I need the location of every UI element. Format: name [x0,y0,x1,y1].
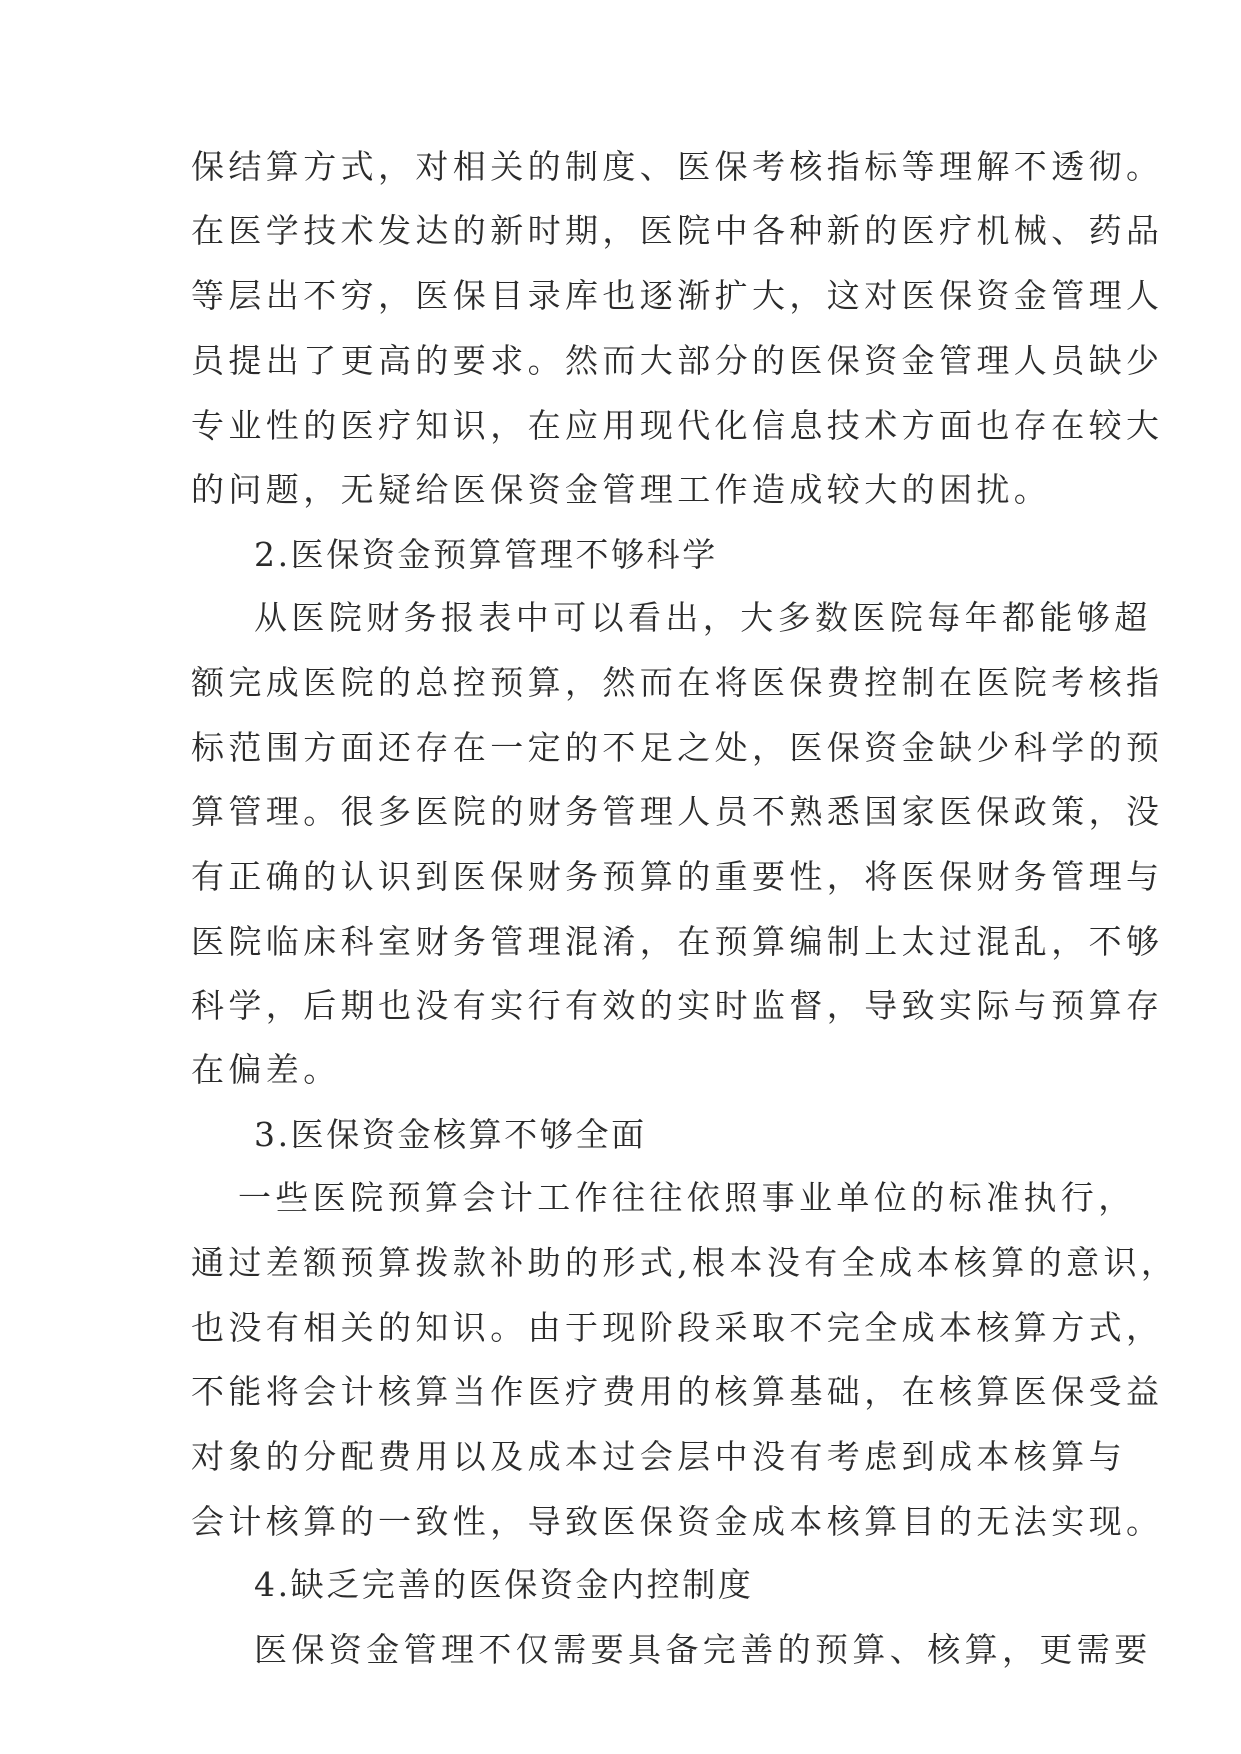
section-heading: 4.缺乏完善的医保资金内控制度 [254,1565,754,1604]
paragraph-line: 对象的分配费用以及成本过会层中没有考虑到成本核算与 [191,1437,1126,1476]
paragraph-line: 员提出了更高的要求。然而大部分的医保资金管理人员缺少 [191,341,1164,380]
paragraph-line: 会计核算的一致性，导致医保资金成本核算目的无法实现。 [191,1502,1164,1541]
paragraph-line: 不能将会计核算当作医疗费用的核算基础，在核算医保受益 [191,1372,1164,1411]
paragraph-line: 通过差额预算拨款补助的形式,根本没有全成本核算的意识， [191,1243,1179,1282]
paragraph-line: 标范围方面还存在一定的不足之处，医保资金缺少科学的预 [191,728,1164,767]
paragraph-line: 医保资金管理不仅需要具备完善的预算、核算，更需要 [254,1630,1152,1669]
paragraph-line: 专业性的医疗知识，在应用现代化信息技术方面也存在较大 [191,406,1164,445]
paragraph-line: 有正确的认识到医保财务预算的重要性，将医保财务管理与 [191,857,1164,896]
paragraph-line: 保结算方式，对相关的制度、医保考核指标等理解不透彻。 [191,147,1164,186]
paragraph-line: 也没有相关的知识。由于现阶段采取不完全成本核算方式， [191,1308,1164,1347]
paragraph-line: 一些医院预算会计工作往往依照事业单位的标准执行， [238,1178,1136,1217]
paragraph-line: 在偏差。 [191,1050,341,1089]
section-heading: 2.医保资金预算管理不够科学 [254,535,718,574]
paragraph-line: 医院临床科室财务管理混淆，在预算编制上太过混乱，不够 [191,922,1164,961]
paragraph-line: 从医院财务报表中可以看出，大多数医院每年都能够超 [254,598,1152,637]
paragraph-line: 等层出不穷，医保目录库也逐渐扩大，这对医保资金管理人 [191,276,1164,315]
section-heading: 3.医保资金核算不够全面 [254,1115,647,1154]
paragraph-line: 科学，后期也没有实行有效的实时监督，导致实际与预算存 [191,986,1164,1025]
paragraph-line: 额完成医院的总控预算，然而在将医保费控制在医院考核指 [191,663,1164,702]
paragraph-line: 在医学技术发达的新时期，医院中各种新的医疗机械、药品 [191,211,1164,250]
paragraph-line: 算管理。很多医院的财务管理人员不熟悉国家医保政策，没 [191,792,1164,831]
paragraph-line: 的问题，无疑给医保资金管理工作造成较大的困扰。 [191,470,1052,509]
